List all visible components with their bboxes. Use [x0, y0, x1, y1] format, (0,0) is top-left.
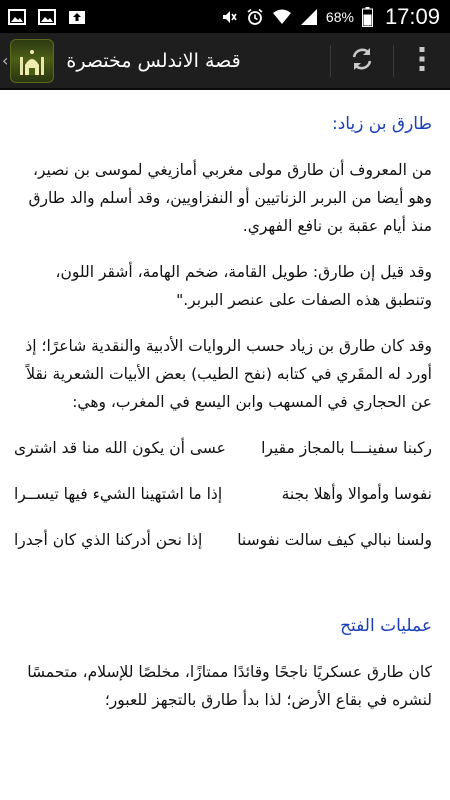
- verse-first-half: نفوسا وأموالا وأهلا بجنة: [281, 485, 432, 503]
- article-paragraph: وقد قيل إن طارق: طويل القامة، ضخم الهامة، أشقر اللون، وتنطبق هذه الصفات على عنصر البربر.": [55, 263, 432, 309]
- refresh-button[interactable]: [331, 32, 393, 89]
- article-paragraph: وقد كان طارق بن زياد حسب الروايات الأدبية والنقدية شاعرًا؛ إذ أورد له المقَري في كتابه (نفح الطيب) بعض الأبيات الشعرية نقلاً عن الحجاري في المسهب وابن اليسع في المغرب، وهي:: [25, 337, 432, 411]
- section-heading-conquest: عمليات الفتح: [340, 616, 432, 636]
- verse-second-half: إذا نحن أدركنا الذي كان أجدرا: [14, 531, 203, 549]
- upload-icon: [68, 8, 86, 26]
- mosque-logo-icon: [10, 39, 54, 83]
- article-content[interactable]: [0, 92, 450, 800]
- home-up-button[interactable]: [0, 32, 54, 89]
- verse-first-half: ولسنا نبالي كيف سالت نفوسنا: [237, 531, 432, 549]
- signal-icon: [300, 8, 318, 26]
- mute-icon: [220, 8, 238, 26]
- alarm-icon: [246, 8, 264, 26]
- poem-verse: [14, 526, 432, 554]
- action-items: [330, 32, 450, 89]
- status-bar: [0, 0, 450, 33]
- clock: 17:09: [384, 3, 440, 29]
- article-paragraph: كان طارق عسكريًا ناجحًا وقائدًا ممتازًا، مخلصًا للإسلام، متحمسًا لنشره في بقاع الأرض؛ لذا بدأ طارق بالتجهز للعبور؛: [27, 663, 432, 709]
- article-paragraph: من المعروف أن طارق مولى مغربي أمازيغي لموسى بن نصير، وهو أيضا من البربر الزناتيين أو النفزاويين، وقد أسلم والد طارق منذ أيام عقبة بن نافع الفهري.: [28, 161, 432, 235]
- poem-verse: [14, 480, 432, 508]
- verse-second-half: إذا ما اشتهينا الشيء فيها تيســرا: [14, 485, 223, 503]
- section-heading-tariq: طارق بن زياد:: [331, 114, 432, 134]
- chevron-left-icon: ‹: [2, 51, 9, 70]
- poem: [14, 434, 432, 554]
- poem-verse: [14, 434, 432, 462]
- battery-icon: [362, 7, 373, 27]
- refresh-icon: [348, 45, 376, 77]
- overflow-menu-icon: [418, 46, 426, 76]
- overflow-menu-button[interactable]: [394, 32, 450, 89]
- system-indicators: [220, 4, 450, 30]
- verse-first-half: ركبنا سفينـــا بالمجاز مقيرا: [261, 439, 432, 457]
- picture-icon: [38, 8, 56, 26]
- notification-icons: [0, 8, 86, 26]
- battery-percent: 68%: [325, 8, 354, 25]
- verse-second-half: عسى أن يكون الله منا قد اشترى: [14, 439, 226, 457]
- picture-icon: [8, 8, 26, 26]
- wifi-icon: [272, 8, 292, 26]
- action-bar: [0, 33, 450, 90]
- app-title: قصة الاندلس مختصرة: [66, 49, 241, 72]
